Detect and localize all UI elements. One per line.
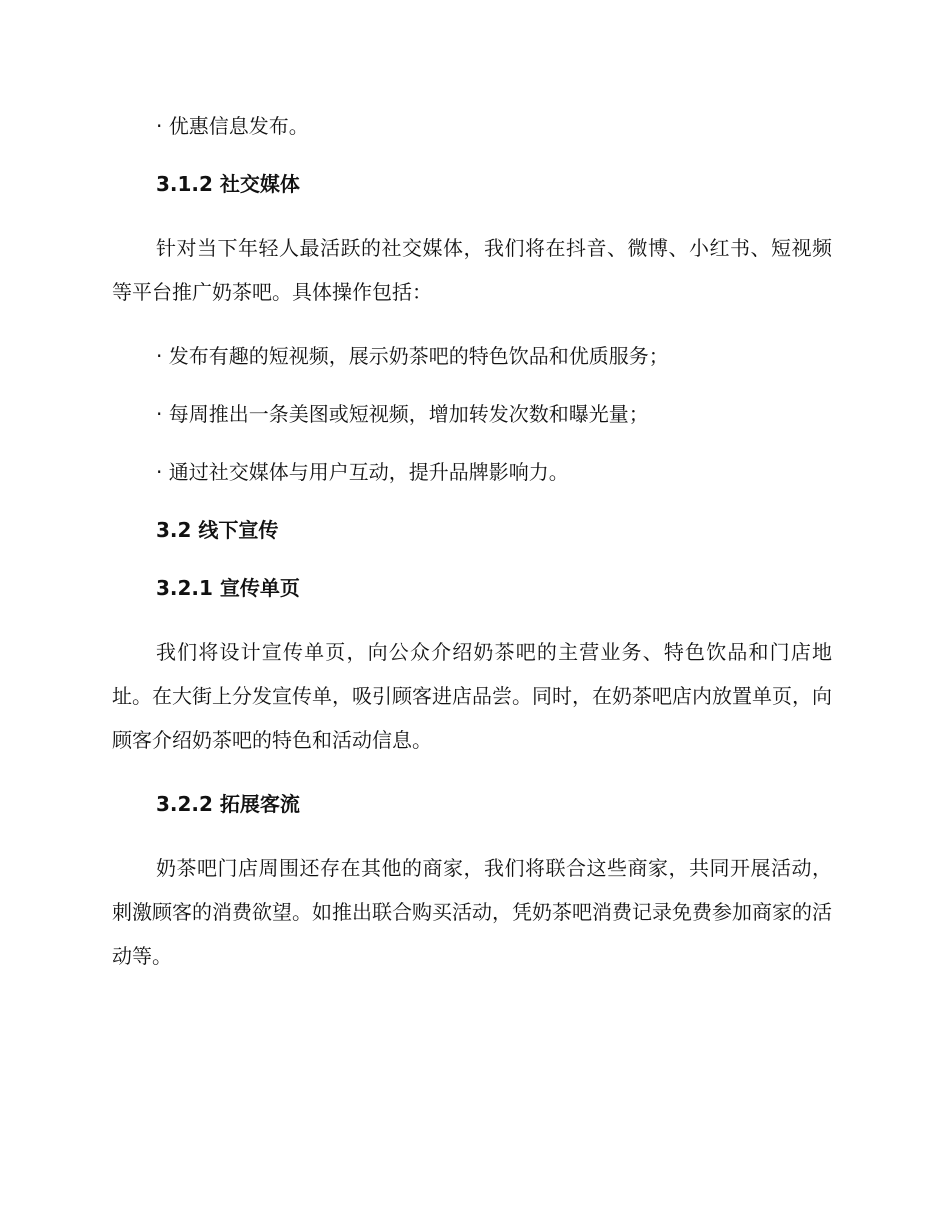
paragraph-social-media: 针对当下年轻人最活跃的社交媒体，我们将在抖音、微博、小红书、短视频等平台推广奶茶吧。具体操作包括： bbox=[112, 236, 832, 304]
paragraph-expand-traffic: 奶茶吧门店周围还存在其他的商家，我们将联合这些商家，共同开展活动，刺激顾客的消费欲望。如推出联合购买活动，凭奶茶吧消费记录免费参加商家的活动等。 bbox=[112, 856, 832, 968]
heading-flyers: 3.2.1 宣传单页 bbox=[156, 576, 300, 600]
paragraph-flyers: 我们将设计宣传单页，向公众介绍奶茶吧的主营业务、特色饮品和门店地址。在大街上分发宣传单，吸引顾客进店品尝。同时，在奶茶吧店内放置单页，向顾客介绍奶茶吧的特色和活动信息。 bbox=[112, 640, 832, 752]
bullet-short-videos: · 发布有趣的短视频，展示奶茶吧的特色饮品和优质服务； bbox=[156, 344, 669, 368]
bullet-weekly-posts: · 每周推出一条美图或短视频，增加转发次数和曝光量； bbox=[156, 402, 649, 426]
heading-offline-promotion: 3.2 线下宣传 bbox=[156, 518, 279, 542]
document-body bbox=[112, 110, 832, 978]
heading-social-media: 3.1.2 社交媒体 bbox=[156, 172, 300, 196]
heading-expand-traffic: 3.2.2 拓展客流 bbox=[156, 792, 300, 816]
bullet-promo-info: · 优惠信息发布。 bbox=[156, 114, 309, 138]
bullet-user-interaction: · 通过社交媒体与用户互动，提升品牌影响力。 bbox=[156, 460, 569, 484]
